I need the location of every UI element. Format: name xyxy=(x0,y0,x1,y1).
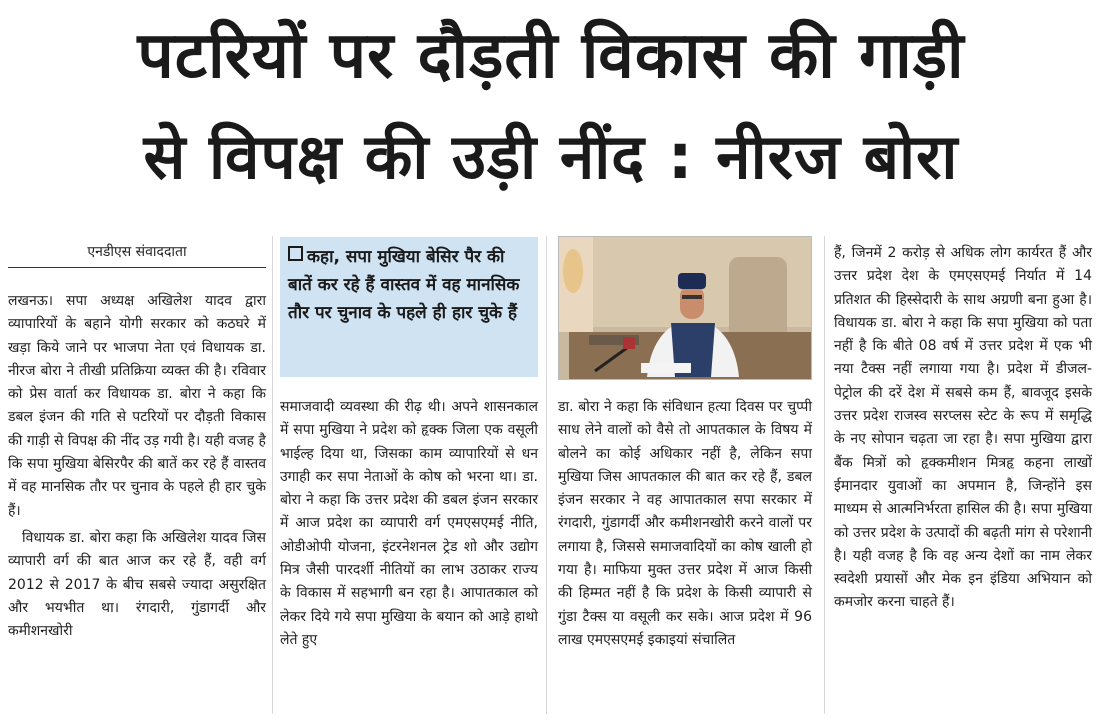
column-divider xyxy=(546,236,547,714)
column-divider xyxy=(272,236,273,714)
paragraph: समाजवादी व्यवस्था की रीढ़ थी। अपने शासनकाल में सपा मुखिया ने प्रदेश को हृक्क जिला एक वसूली भाईल्ह दिया था, जिसका काम व्यापारियों से धन उगाही कर सपा नेताओं के कोष को भरना था। डा. बोरा ने कहा कि उत्तर प्रदेश की डबल इंजन सरकार में आज प्रदेश का व्यापारी वर्ग एमएसएमई नीति, ओडीओपी योजना, इंटरनेशनल ट्रेड शो और उद्योग मित्र जैसी पारदर्शी नीतियों का लाभ उठाकर राज्य के विकास में सहभागी बन रहा है। आपातकाल को लेकर दिये गये सपा मुखिया के बयान को आड़े हाथो लेते हुए xyxy=(280,399,538,648)
paragraph: डा. बोरा ने कहा कि संविधान हत्या दिवस पर चुप्पी साध लेने वालों को वैसे तो आपतकाल के विषय में बोलने का कोई अधिकार नहीं है, लेकिन सपा मुखिया जिस आपतकाल की बात कर रहे हैं, डबल इंजन सरकार ने वह आपातकाल सपा सरकार में रंगदारी, गुंडागर्दी और कमीशनखोरी करने वालों पर लगाया है, जिससे समाजवादियों का कोष खाली हो गया है। माफिया मुक्त उत्तर प्रदेश में आज किसी की हिम्मत नहीं है कि प्रदेश के किसी व्यापारी से गुंडा टैक्स या वसूली कर सके। आज प्रदेश में 96 लाख एमएसएमई इकाइयां संचालित xyxy=(558,399,812,648)
pull-quote-text: कहा, सपा मुखिया बेसिर पैर की बातें कर रहे हैं वास्तव में वह मानसिक तौर पर चुनाव के पहले ही हार चुके हैं xyxy=(288,247,520,323)
headline-line-1: पटरियों पर दौड़ती विकास की गाड़ी xyxy=(137,19,965,93)
column-divider xyxy=(824,236,825,714)
square-bullet-icon xyxy=(288,246,303,261)
article-column-1 xyxy=(8,290,266,643)
article-column-3 xyxy=(558,396,812,652)
headline-line-2: से विपक्ष की उड़ी नींद : नीरज बोरा xyxy=(143,120,959,193)
article-column-4 xyxy=(834,242,1092,615)
paragraph: हैं, जिनमें 2 करोड़ से अधिक लोग कार्यरत हैं और उत्तर प्रदेश देश के एमएसएमई निर्यात में 14 प्रतिशत की हिस्सेदारी के साथ अग्रणी बना हुआ है। विधायक डा. बोरा ने कहा कि सपा मुखिया को पता नहीं है कि बीते 08 वर्ष में उत्तर प्रदेश में एक भी नया टैक्स नहीं लगाया गया है। प्रदेश में डीजल-पेट्रोल की दरें देश में सबसे कम हैं, बावजूद इसके उत्तर प्रदेश राजस्व सरप्लस स्टेट के रूप में समृद्धि के नए सोपान चढ़ता जा रहा है। सपा मुखिया द्वारा बैंक मित्रों को हृक्कमीशन मित्रहृ कहना लाखों ईमानदार युवाओं का अपमान है, जिन्होंने इस माध्यम से आत्मनिर्भरता हासिल की है। सपा मुखिया को उत्तर प्रदेश के उत्पादों की बढ़ती मांग से परेशानी है। यही वजह है कि वह अन्य देशों का नाम लेकर स्वदेशी प्रयासों और मेक इन इंडिया अभियान को कमजोर करना चाहते हैं। xyxy=(834,245,1092,611)
news-photo xyxy=(558,236,812,380)
paragraph: विधायक डा. बोरा कहा कि अखिलेश यादव जिस व्यापारी वर्ग की बात आज कर रहे हैं, वही वर्ग 2012 से 2017 के बीच सबसे ज्यादा असुरक्षित और भयभीत था। रंगदारी, गुंडागर्दी और कमीशनखोरी xyxy=(8,529,266,640)
article-column-2 xyxy=(280,396,538,652)
byline: एनडीएस संवाददाता xyxy=(8,242,266,268)
paragraph: लखनऊ। सपा अध्यक्ष अखिलेश यादव द्वारा व्यापारियों के बहाने योगी सरकार को कठघरे में खड़ा किये जाने पर भाजपा नेता एवं विधायक डा. नीरज बोरा ने तीखी प्रतिक्रिया व्यक्त की है। रविवार को प्रेस वार्ता कर विधायक डा. बोरा ने कहा कि डबल इंजन की गति से पटरियों पर दौड़ती विकास की गाड़ी से विपक्ष की नींद उड़ गयी है। यही वजह है कि सपा मुखिया बेसिरपैर की बातें कर रहे हैं वास्तव में वह मानसिक तौर पर चुनाव के पहले ही हार चुके हैं। xyxy=(8,293,266,519)
photo-illustration xyxy=(559,237,812,380)
pull-quote xyxy=(280,237,538,377)
